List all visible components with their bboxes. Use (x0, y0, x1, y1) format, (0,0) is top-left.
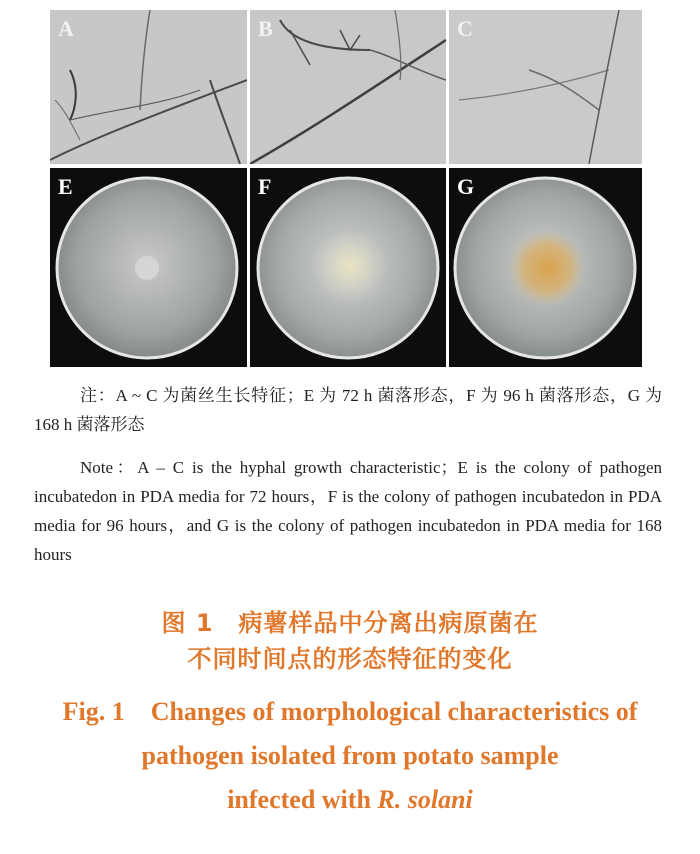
colony-image-f (250, 168, 446, 367)
caption-en-line2: pathogen isolated from potato sample (141, 741, 559, 770)
figure-panels (50, 10, 642, 367)
panel-g (449, 168, 642, 367)
panel-a (50, 10, 247, 164)
hyphae-image-b (250, 10, 446, 164)
caption-en-line3 (0, 778, 700, 822)
panel-label: G (457, 174, 475, 199)
panel-f (250, 168, 446, 367)
colony-image-e (50, 168, 247, 367)
panel-label: F (258, 174, 272, 199)
figure-caption-chinese (0, 605, 700, 677)
note-english: Note：A – C is the hyphal growth characteristic；E is the colony of pathogen incubatedon in PDA media for 72 hours，F is the colony of pathogen incubatedon in PDA media for 96 hours，and G is the colony of pathogen incubatedon in PDA media for 168 hours (34, 458, 662, 564)
colony-image-g (449, 168, 642, 367)
panel-e (50, 168, 247, 367)
hyphae-image-c (449, 10, 642, 164)
hyphae-image-a (50, 10, 247, 164)
caption-en-line1: Fig. 1 Changes of morphological characteristics of (62, 697, 638, 726)
panel-label: A (58, 16, 74, 41)
note-chinese: 注：A ~ C 为菌丝生长特征；E 为 72 h 菌落形态，F 为 96 h 菌落形态，G 为 168 h 菌落形态 (34, 386, 662, 434)
panel-label: E (58, 174, 73, 199)
panel-label: B (258, 16, 273, 41)
caption-cn-line1: 图 1 病薯样品中分离出病原菌在 (161, 609, 539, 637)
species-name: R. solani (377, 785, 473, 814)
panel-c (449, 10, 642, 164)
caption-cn-line2: 不同时间点的形态特征的变化 (187, 645, 513, 673)
caption-en-line3-prefix: infected with (227, 785, 378, 814)
figure-caption-english (0, 690, 700, 822)
panel-b (250, 10, 446, 164)
panel-label: C (457, 16, 473, 41)
